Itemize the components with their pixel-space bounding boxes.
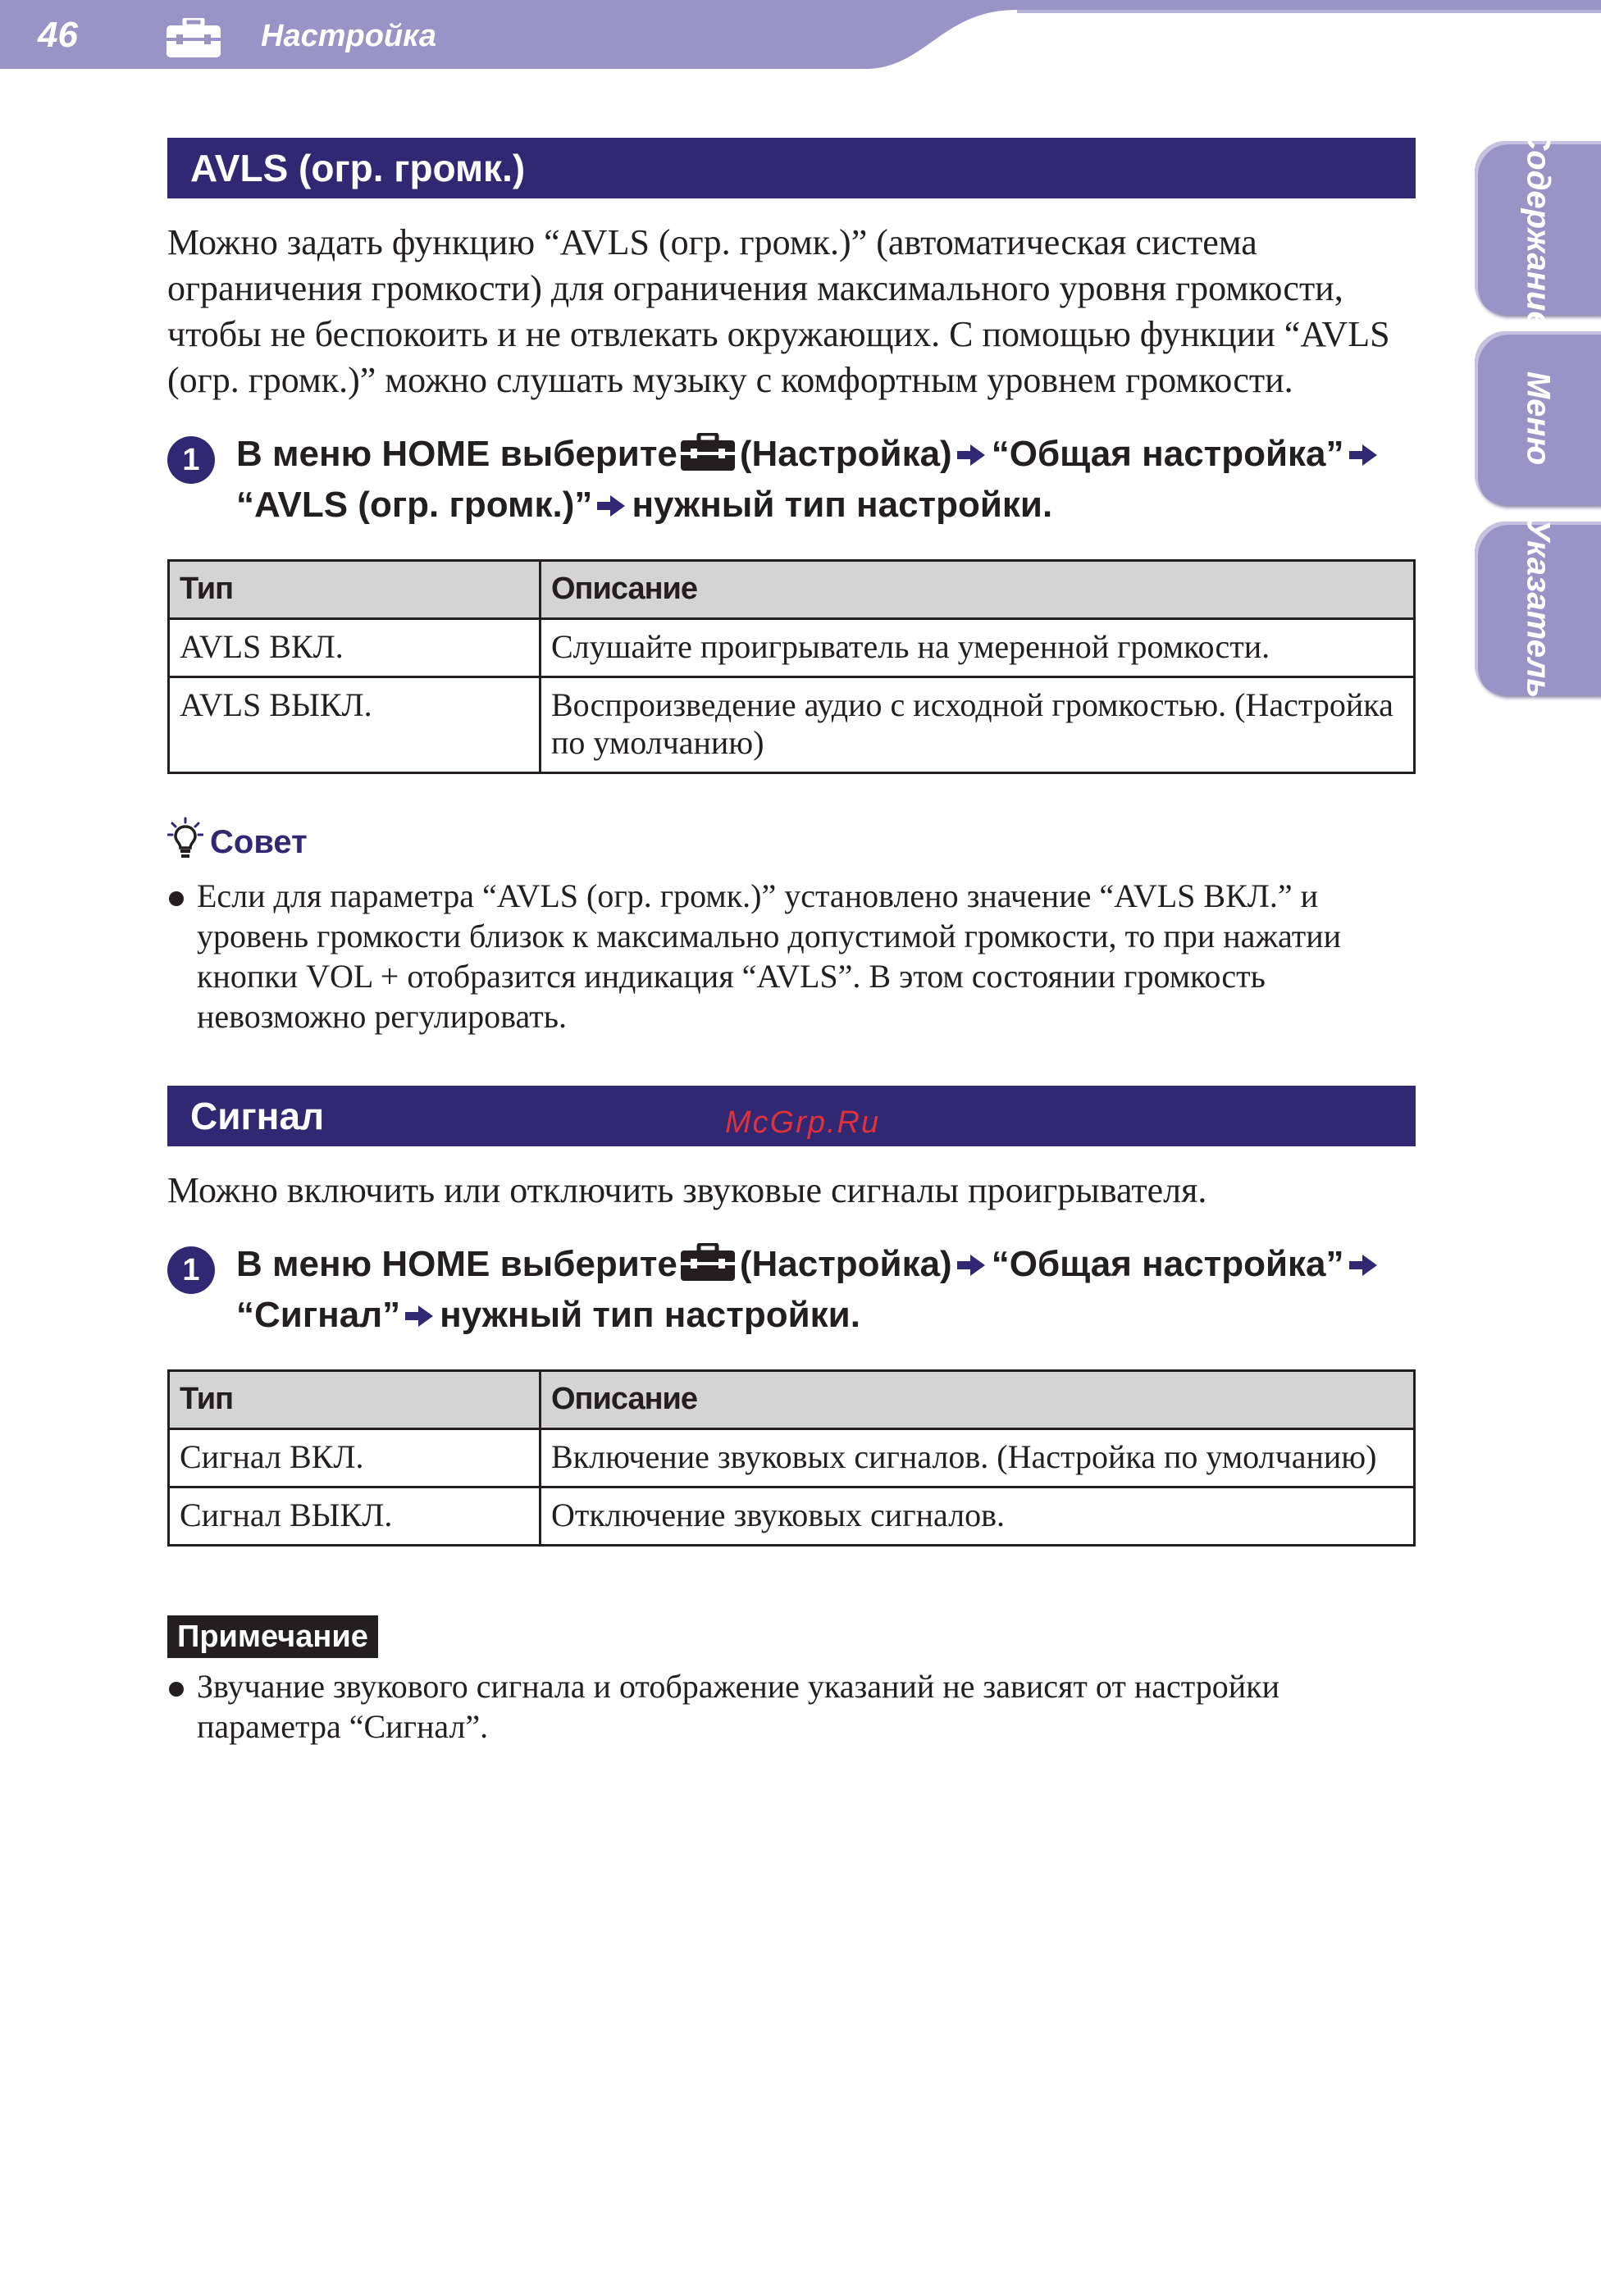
tip-bullet: Если для параметра “AVLS (огр. громк.)” установлено значение “AVLS ВКЛ.” и уровень громкости близок к максимально допустимой громкости, то при нажатии кнопки VOL + отобразится индикация “AVLS”. В этом состоянии громкость невозможно регулировать.: [167, 876, 1416, 1036]
table-row: [169, 1429, 1415, 1487]
avls-heading: [167, 138, 1416, 198]
arrow-right-icon: [957, 433, 987, 479]
table-row: [169, 619, 1415, 677]
arrow-right-icon: [957, 1243, 987, 1289]
signal-settings-table: [167, 1369, 1416, 1547]
step-text: нужный тип настройки.: [632, 485, 1053, 525]
avls-settings-table: [167, 559, 1416, 774]
table-cell: Включение звуковых сигналов. (Настройка по умолчанию): [541, 1429, 1415, 1487]
table-cell: Отключение звуковых сигналов.: [541, 1487, 1415, 1546]
signal-step: [167, 1241, 1416, 1340]
step-text: В меню HOME выберите: [236, 1244, 677, 1284]
tab-index-label: Указатель: [1520, 518, 1557, 699]
avls-heading-text: AVLS (огр. громк.): [190, 147, 526, 189]
tab-contents[interactable]: [1475, 126, 1601, 330]
table-header-description: Описание: [541, 1371, 1415, 1429]
tab-index[interactable]: [1475, 518, 1601, 699]
note-block: [167, 1615, 1416, 1658]
toolbox-icon: [166, 18, 221, 61]
step-text: (Настройка): [739, 434, 952, 474]
page-content: [167, 138, 1416, 1747]
table-cell: Воспроизведение аудио с исходной громкостью. (Настройка по умолчанию): [541, 677, 1415, 773]
signal-intro: Можно включить или отключить звуковые сигналы проигрывателя.: [167, 1170, 1207, 1210]
arrow-right-icon: [1349, 1243, 1379, 1289]
toolbox-icon: [681, 1243, 735, 1292]
step-text: “Общая настройка”: [991, 1244, 1344, 1284]
table-cell: Слушайте проигрыватель на умеренной громкости.: [541, 619, 1415, 677]
toolbox-icon: [681, 433, 735, 482]
step-number-badge: 1: [167, 436, 215, 484]
tab-contents-label: Содержание: [1520, 126, 1557, 330]
page-number: 46: [38, 15, 78, 55]
table-cell: Сигнал ВЫКЛ.: [169, 1487, 541, 1546]
note-bullet: Звучание звукового сигнала и отображение указаний не зависят от настройки параметра “Сигнал”.: [167, 1666, 1416, 1747]
tip-label: Совет: [210, 823, 308, 860]
arrow-right-icon: [405, 1294, 435, 1340]
table-cell: AVLS ВКЛ.: [169, 619, 541, 677]
step-text: (Настройка): [739, 1244, 952, 1284]
table-header-type: Тип: [169, 1371, 541, 1429]
step-text: В меню HOME выберите: [236, 434, 677, 474]
step-text: нужный тип настройки.: [440, 1295, 860, 1335]
tip-heading: [167, 817, 1416, 868]
table-header-description: Описание: [541, 561, 1415, 619]
step-number-badge: 1: [167, 1246, 215, 1294]
table-cell: AVLS ВЫКЛ.: [169, 677, 541, 773]
arrow-right-icon: [1349, 433, 1379, 479]
header-band: [0, 0, 1601, 71]
header-title: Настройка: [261, 19, 436, 53]
step-text: “AVLS (огр. громк.)”: [236, 485, 593, 525]
step-text: “Сигнал”: [236, 1295, 401, 1335]
arrow-right-icon: [597, 484, 627, 530]
table-row: [169, 677, 1415, 773]
avls-intro: Можно задать функцию “AVLS (огр. громк.)” (автоматическая система ограничения громкости) для ограничения максимального уровня громкости, чтобы не беспокоить и не отвлекать окружающих. С помощью функции “AVLS (огр. громк.)” можно слушать музыку с комфортным уровнем громкости.: [167, 222, 1390, 400]
avls-step: [167, 431, 1416, 530]
step-text: “Общая настройка”: [991, 434, 1344, 474]
watermark: McGrp.Ru: [725, 1105, 881, 1140]
signal-heading: [167, 1086, 1416, 1146]
table-header-type: Тип: [169, 561, 541, 619]
tab-menu-label: Меню: [1520, 371, 1557, 466]
lightbulb-icon: [167, 817, 210, 868]
signal-heading-text: Сигнал: [190, 1095, 325, 1137]
table-header-row: [169, 561, 1415, 619]
table-cell: Сигнал ВКЛ.: [169, 1429, 541, 1487]
table-header-row: [169, 1371, 1415, 1429]
note-label: Примечание: [167, 1615, 378, 1658]
table-row: [169, 1487, 1415, 1546]
tab-menu[interactable]: [1475, 331, 1601, 505]
